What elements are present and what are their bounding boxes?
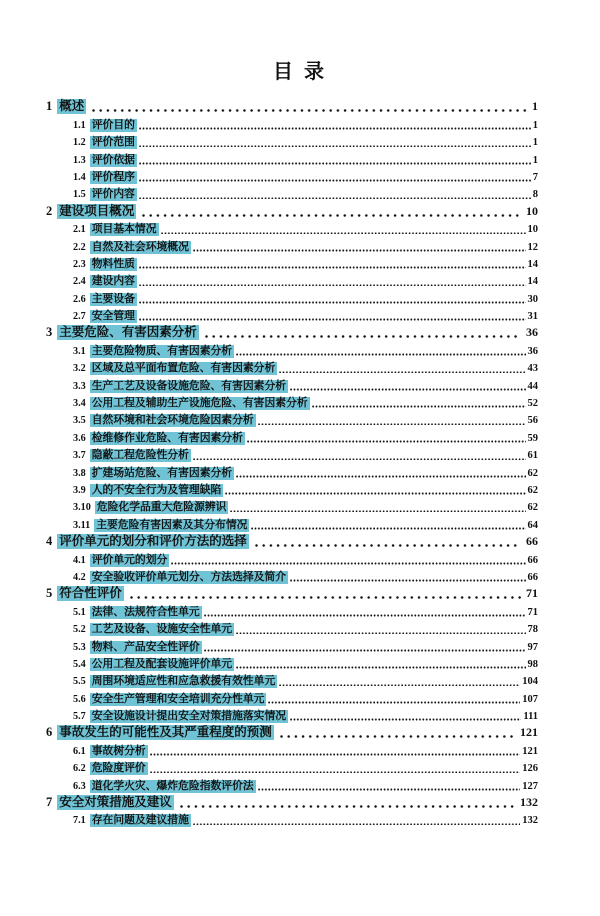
toc-item-number: 5.6 <box>73 693 86 705</box>
toc-item-number: 1.1 <box>73 119 86 131</box>
toc-item-number: 2.3 <box>73 258 86 270</box>
toc-item-number: 1.3 <box>73 154 86 166</box>
toc-item-number: 7.1 <box>73 815 86 827</box>
dot-leader <box>290 718 521 721</box>
toc-item-title: 存在问题及建议措施 <box>91 814 189 827</box>
toc-section-title: 建设项目概况 <box>59 203 135 218</box>
toc-item-number: 1.2 <box>73 137 86 149</box>
toc-item-number: 5.3 <box>73 641 86 653</box>
toc-section-number: 6 <box>46 725 53 740</box>
toc-section-number: 3 <box>46 325 53 340</box>
toc-section-page-number: 121 <box>520 725 538 740</box>
toc-item-row <box>46 810 538 827</box>
toc-item-number: 3.8 <box>73 467 86 479</box>
toc-item-number: 2.2 <box>73 241 86 253</box>
toc-item-page-number: 66 <box>527 554 538 566</box>
toc-section-number: 4 <box>46 534 53 549</box>
toc-item-row <box>46 445 538 462</box>
toc-item-row <box>46 149 538 166</box>
toc-item-title: 评价范围 <box>91 136 135 149</box>
toc-item-number: 4.2 <box>73 571 86 583</box>
dot-leader <box>92 109 527 112</box>
dot-leader <box>251 527 525 530</box>
toc-item-title: 工艺及设备、设施安全性单元 <box>91 623 233 636</box>
toc-item-title: 评价依据 <box>91 153 135 166</box>
dot-leader <box>130 596 521 599</box>
dot-leader <box>279 371 525 374</box>
toc-section-number: 2 <box>46 203 53 218</box>
toc-item-title: 隐蔽工程危险性分析 <box>91 449 189 462</box>
toc-item-page-number: 107 <box>522 693 538 705</box>
toc-item-number: 3.4 <box>73 398 86 410</box>
dot-leader <box>236 632 525 635</box>
dot-leader <box>280 735 515 738</box>
toc-item-row <box>46 340 538 357</box>
toc-item-page-number: 31 <box>527 311 538 323</box>
dot-leader <box>279 684 520 687</box>
toc-section-page-number: 66 <box>526 534 538 549</box>
toc-item-number: 3.10 <box>73 502 91 514</box>
toc-item-row <box>46 671 538 688</box>
toc-item-page-number: 8 <box>532 189 538 201</box>
toc-section-row <box>46 584 538 601</box>
dot-leader <box>142 214 521 217</box>
toc-section-title: 安全对策措施及建议 <box>59 795 172 810</box>
toc-section-number: 5 <box>46 586 53 601</box>
dot-leader <box>236 475 525 478</box>
toc-item-row <box>46 775 538 792</box>
toc-item-number: 3.7 <box>73 450 86 462</box>
toc-item-page-number: 127 <box>522 780 538 792</box>
dot-leader <box>171 562 525 565</box>
toc-item-page-number: 1 <box>532 119 538 131</box>
dot-leader <box>139 145 531 148</box>
toc-item-number: 2.1 <box>73 224 86 236</box>
toc-item-title: 周围环境适应性和应急救援有效性单元 <box>91 675 276 688</box>
toc-item-number: 2.7 <box>73 311 86 323</box>
toc-item-page-number: 71 <box>527 606 538 618</box>
toc-item-page-number: 98 <box>527 658 538 670</box>
toc-item-row <box>46 271 538 288</box>
toc-item-number: 6.1 <box>73 745 86 757</box>
toc-item-page-number: 111 <box>523 711 538 723</box>
toc-item-row <box>46 462 538 479</box>
toc-item-title: 主要设备 <box>91 292 135 305</box>
toc-item-title: 自然及社会环境概况 <box>91 240 189 253</box>
toc-item-row <box>46 514 538 531</box>
toc-item-title: 事故树分析 <box>91 744 146 757</box>
toc-item-page-number: 78 <box>527 624 538 636</box>
toc-item-number: 3.2 <box>73 363 86 375</box>
toc-item-title: 公用工程及辅助生产设施危险、有害因素分析 <box>91 397 308 410</box>
dot-leader <box>204 614 526 617</box>
toc-item-title: 检维修作业危险、有害因素分析 <box>91 431 243 444</box>
toc-item-page-number: 10 <box>527 224 538 236</box>
toc-item-page-number: 14 <box>527 258 538 270</box>
dot-leader <box>139 318 526 321</box>
toc-item-number: 6.3 <box>73 780 86 792</box>
dot-leader <box>255 544 521 547</box>
toc-item-title: 法律、法规符合性单元 <box>91 605 200 618</box>
toc-item-number: 3.9 <box>73 484 86 496</box>
toc-item-number: 1.5 <box>73 189 86 201</box>
toc-section-row <box>46 532 538 549</box>
dot-leader <box>139 284 526 287</box>
toc-section-title: 主要危险、有害因素分析 <box>59 325 197 340</box>
toc-section-number: 1 <box>46 99 53 114</box>
dot-leader <box>193 249 526 252</box>
toc-item-page-number: 56 <box>527 415 538 427</box>
toc-section-title: 评价单元的划分和评价方法的选择 <box>59 534 247 549</box>
dot-leader <box>225 492 525 495</box>
toc-item-title: 评价内容 <box>91 188 135 201</box>
toc-item-page-number: 1 <box>532 137 538 149</box>
toc-item-page-number: 12 <box>527 241 538 253</box>
toc-section-row <box>46 793 538 810</box>
toc-item-title: 区域及总平面布置危险、有害因素分析 <box>91 362 276 375</box>
toc-item-row <box>46 654 538 671</box>
toc-item-number: 5.1 <box>73 606 86 618</box>
toc-item-title: 主要危险物质、有害因素分析 <box>91 344 233 357</box>
toc-item-row <box>46 219 538 236</box>
toc-item-number: 5.4 <box>73 658 86 670</box>
toc-item-page-number: 126 <box>522 763 538 775</box>
toc-item-row <box>46 706 538 723</box>
dot-leader <box>139 266 526 269</box>
toc-item-title: 扩建场站危险、有害因素分析 <box>91 466 233 479</box>
toc-item-title: 安全设施设计提出安全对策措施落实情况 <box>91 710 287 723</box>
toc-item-page-number: 64 <box>527 519 538 531</box>
toc-item-row <box>46 236 538 253</box>
toc-item-number: 3.1 <box>73 345 86 357</box>
toc-item-row <box>46 184 538 201</box>
dot-leader <box>139 162 531 165</box>
toc-item-row <box>46 549 538 566</box>
toc-item-page-number: 66 <box>527 571 538 583</box>
toc-item-title: 人的不安全行为及管理缺陷 <box>91 483 222 496</box>
toc-item-page-number: 62 <box>527 467 538 479</box>
dot-leader <box>205 335 521 338</box>
dot-leader <box>236 666 525 669</box>
toc-section-page-number: 71 <box>526 586 538 601</box>
toc-item-row <box>46 132 538 149</box>
dot-leader <box>139 127 531 130</box>
toc-item-page-number: 104 <box>522 676 538 688</box>
toc-item-page-number: 36 <box>527 345 538 357</box>
toc-item-title: 危险化学品重大危险源辨识 <box>96 501 227 514</box>
toc-item-row <box>46 567 538 584</box>
toc-item-number: 2.6 <box>73 293 86 305</box>
toc-item-title: 生产工艺及设备设施危险、有害因素分析 <box>91 379 287 392</box>
toc-item-row <box>46 288 538 305</box>
dot-leader <box>236 353 525 356</box>
toc-item-page-number: 97 <box>527 641 538 653</box>
toc-item-row <box>46 636 538 653</box>
toc-item-page-number: 30 <box>527 293 538 305</box>
toc-section-title: 符合性评价 <box>59 586 122 601</box>
dot-leader <box>161 232 526 235</box>
toc-section-page-number: 132 <box>520 795 538 810</box>
dot-leader <box>247 440 526 443</box>
toc-item-number: 3.6 <box>73 432 86 444</box>
toc-item-row <box>46 740 538 757</box>
dot-leader <box>180 805 515 808</box>
toc-item-row <box>46 167 538 184</box>
dot-leader <box>150 753 521 756</box>
toc-item-number: 1.4 <box>73 171 86 183</box>
toc-section-page-number: 10 <box>526 203 538 218</box>
toc-item-row <box>46 375 538 392</box>
toc-item-title: 建设内容 <box>91 275 135 288</box>
toc-item-row <box>46 358 538 375</box>
toc-item-page-number: 7 <box>532 171 538 183</box>
dot-leader <box>139 301 526 304</box>
toc-item-title: 安全验收评价单元划分、方法选择及简介 <box>91 570 287 583</box>
toc-item-title: 评价单元的划分 <box>91 553 168 566</box>
toc-item-row <box>46 601 538 618</box>
toc-item-number: 3.11 <box>73 519 91 531</box>
dot-leader <box>193 458 526 461</box>
toc-item-page-number: 132 <box>522 815 538 827</box>
toc-item-page-number: 1 <box>532 154 538 166</box>
toc-item-page-number: 121 <box>522 745 538 757</box>
dot-leader <box>139 197 531 200</box>
toc-item-row <box>46 758 538 775</box>
dot-leader <box>139 179 531 182</box>
dot-leader <box>290 579 525 582</box>
toc-item-title: 道化学火灾、爆炸危险指数评价法 <box>91 779 254 792</box>
toc-item-title: 自然环境和社会环境危险因素分析 <box>91 414 254 427</box>
toc-item-title: 物料、产品安全性评价 <box>91 640 200 653</box>
dot-leader <box>204 649 526 652</box>
toc-item-row <box>46 114 538 131</box>
dot-leader <box>312 405 526 408</box>
toc-section-number: 7 <box>46 795 53 810</box>
toc-item-page-number: 52 <box>527 398 538 410</box>
toc-item-page-number: 44 <box>527 380 538 392</box>
toc-item-number: 2.4 <box>73 276 86 288</box>
toc-item-page-number: 61 <box>527 450 538 462</box>
toc-section-title: 概述 <box>59 99 85 114</box>
toc-item-title: 评价程序 <box>91 170 135 183</box>
toc-item-page-number: 59 <box>527 432 538 444</box>
toc-item-row <box>46 497 538 514</box>
toc-item-number: 4.1 <box>73 554 86 566</box>
toc-section-row <box>46 201 538 218</box>
dot-leader <box>258 423 526 426</box>
toc-item-title: 危险度评价 <box>91 762 146 775</box>
toc-item-page-number: 62 <box>527 484 538 496</box>
toc-item-row <box>46 393 538 410</box>
toc-item-page-number: 43 <box>527 363 538 375</box>
toc-item-number: 3.3 <box>73 380 86 392</box>
toc-item-row <box>46 619 538 636</box>
toc-item-page-number: 62 <box>527 502 538 514</box>
toc-item-row <box>46 480 538 497</box>
toc-list <box>46 97 538 827</box>
toc-section-row <box>46 723 538 740</box>
toc-item-page-number: 14 <box>527 276 538 288</box>
dot-leader <box>268 701 520 704</box>
toc-item-title: 主要危险有害因素及其分布情况 <box>96 518 248 531</box>
dot-leader <box>193 823 520 826</box>
toc-item-title: 物料性质 <box>91 257 135 270</box>
toc-section-row <box>46 97 538 114</box>
dot-leader <box>258 788 521 791</box>
toc-item-row <box>46 688 538 705</box>
toc-item-title: 项目基本情况 <box>91 223 157 236</box>
toc-item-title: 公用工程及配套设施评价单元 <box>91 657 233 670</box>
toc-section-page-number: 1 <box>532 99 538 114</box>
toc-item-number: 3.5 <box>73 415 86 427</box>
toc-item-row <box>46 306 538 323</box>
toc-item-number: 6.2 <box>73 763 86 775</box>
page-title: 目 录 <box>273 61 327 83</box>
toc-item-row <box>46 254 538 271</box>
toc-item-row <box>46 410 538 427</box>
dot-leader <box>290 388 525 391</box>
toc-item-title: 安全生产管理和安全培训充分性单元 <box>91 692 265 705</box>
toc-item-title: 评价目的 <box>91 118 135 131</box>
toc-item-title: 安全管理 <box>91 310 135 323</box>
toc-item-number: 5.2 <box>73 624 86 636</box>
toc-section-page-number: 36 <box>526 325 538 340</box>
dot-leader <box>150 771 521 774</box>
toc-item-number: 5.7 <box>73 711 86 723</box>
dot-leader <box>230 510 525 513</box>
toc-section-row <box>46 323 538 340</box>
toc-item-row <box>46 427 538 444</box>
toc-item-number: 5.5 <box>73 676 86 688</box>
toc-section-title: 事故发生的可能性及其严重程度的预测 <box>59 725 272 740</box>
